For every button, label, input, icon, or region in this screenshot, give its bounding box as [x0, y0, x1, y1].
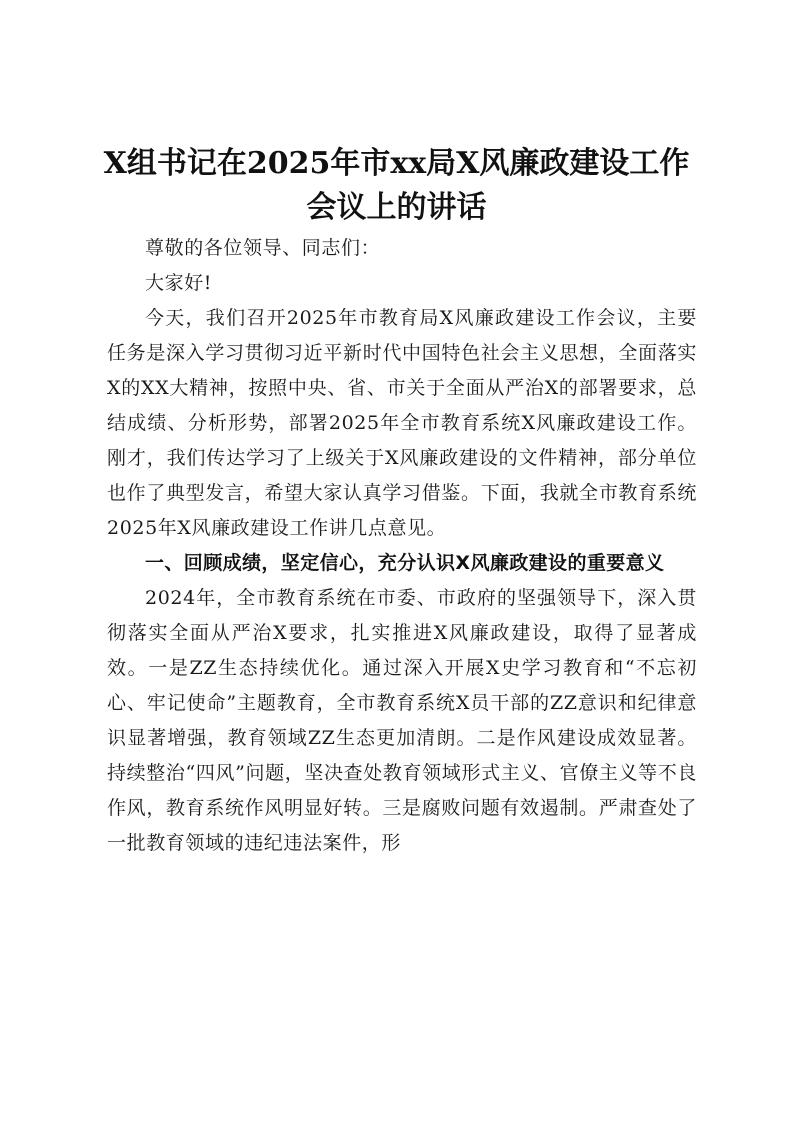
document-title-line-1: X组书记在2025年市xx局X风廉政建设工作	[103, 146, 690, 181]
document-body	[107, 231, 697, 861]
salutation: 尊敬的各位领导、同志们：	[145, 237, 381, 259]
document-title-line-2: 会议上的讲话	[306, 190, 487, 225]
greeting: 大家好!	[145, 272, 213, 294]
section1-paragraph: 2024年，全市教育系统在市委、市政府的坚强领导下，深入贯彻落实全面从严治X要求，扎实推进X风廉政建设，取得了显著成效。一是ZZ生态持续优化。通过深入开展X史学习教育和“不忘初心、牢记使命”主题教育，全市教育系统X员干部的ZZ意识和纪律意识显著增强，教育领域ZZ生态更加清朗。二是作风建设成效显著。持续整治“四风”问题，坚决查处教育领域形式主义、官僚主义等不良作风，教育系统作风明显好转。三是腐败问题有效遏制。严肃查处了一批教育领域的违纪违法案件，形	[107, 587, 697, 854]
intro-paragraph: 今天，我们召开2025年市教育局X风廉政建设工作会议，主要任务是深入学习贯彻习近平新时代中国特色社会主义思想，全面落实X的XX大精神，按照中央、省、市关于全面从严治X的部署要求，总结成绩、分析形势，部署2025年全市教育系统X风廉政建设工作。刚才，我们传达学习了上级关于X风廉政建设的文件精神，部分单位也作了典型发言，希望大家认真学习借鉴。下面，我就全市教育系统2025年X风廉政建设工作讲几点意见。	[107, 307, 697, 539]
section-heading-1: 一、回顾成绩，坚定信心，充分认识X风廉政建设的重要意义	[145, 552, 665, 574]
